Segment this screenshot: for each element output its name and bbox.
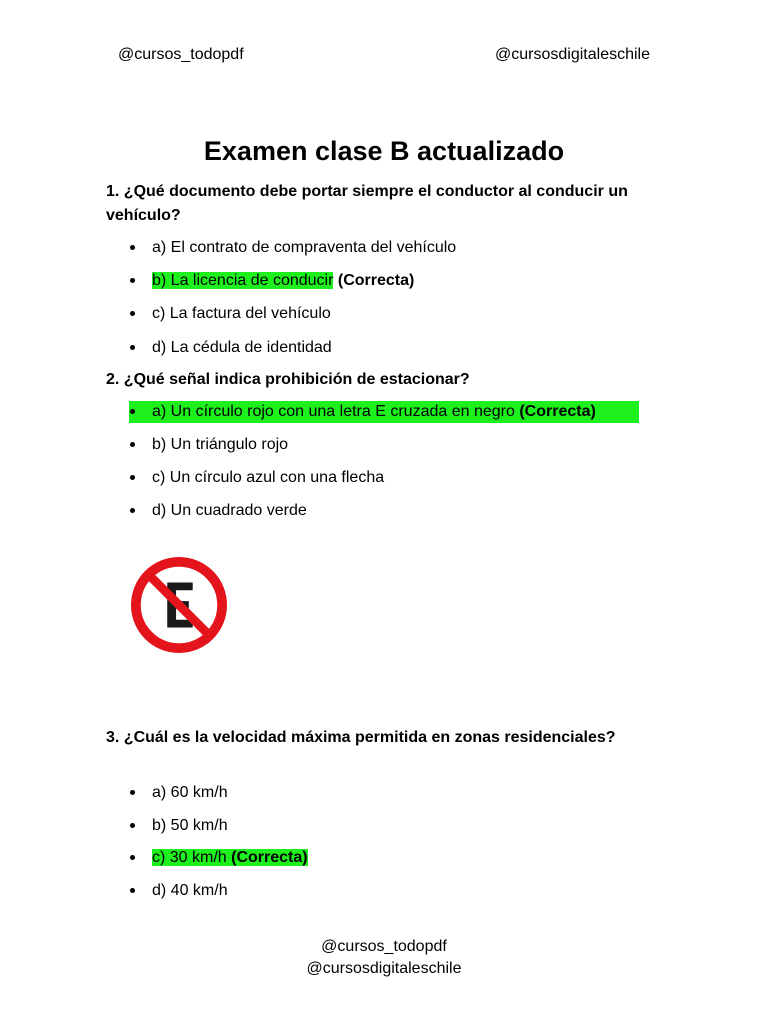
question-2: 2. ¿Qué señal indica prohibición de estacionar? [106, 371, 470, 388]
option-text-highlighted: b) La licencia de conducir [152, 272, 334, 289]
option-text: c) La factura del vehículo [152, 305, 331, 322]
option-text: d) 40 km/h [152, 882, 228, 899]
bullet [130, 888, 135, 893]
option-text: b) 50 km/h [152, 817, 228, 834]
bullet [130, 790, 135, 795]
bullet [130, 278, 135, 283]
option-text: a) Un círculo rojo con una letra E cruzada en negro [152, 403, 515, 420]
option-text: c) 30 km/h [152, 849, 227, 866]
bullet [130, 311, 135, 316]
option-text: b) Un triángulo rojo [152, 436, 289, 453]
footer-handle-1: @cursos_todopdf [321, 938, 447, 955]
option-text: c) Un círculo azul con una flecha [152, 469, 385, 486]
page-title: Examen clase B actualizado [203, 136, 565, 166]
correct-label: (Correcta) [231, 849, 308, 866]
option-text: a) El contrato de compraventa del vehículo [152, 239, 457, 256]
bullet [130, 508, 135, 513]
option-text-highlighted [152, 849, 308, 866]
question-1: 1. ¿Qué documento debe portar siempre el conductor al conducir un vehículo? [106, 183, 628, 224]
option-text: d) Un cuadrado verde [152, 502, 307, 519]
bullet [130, 442, 135, 447]
bullet [130, 345, 135, 350]
bullet [130, 245, 135, 250]
no-parking-sign-icon [130, 556, 228, 654]
bullet [130, 823, 135, 828]
option-text: a) 60 km/h [152, 784, 228, 801]
footer [0, 936, 768, 980]
option-text: d) La cédula de identidad [152, 339, 332, 356]
bullet [130, 409, 135, 414]
header-handle-right: @cursosdigitaleschile [495, 46, 650, 63]
header-handle-left: @cursos_todopdf [118, 46, 244, 63]
footer-handle-2: @cursosdigitaleschile [306, 960, 462, 977]
bullet [130, 855, 135, 860]
correct-label: (Correcta) [519, 403, 596, 420]
bullet [130, 475, 135, 480]
question-3: 3. ¿Cuál es la velocidad máxima permitida en zonas residenciales? [106, 729, 616, 746]
correct-label: (Correcta) [337, 272, 415, 289]
